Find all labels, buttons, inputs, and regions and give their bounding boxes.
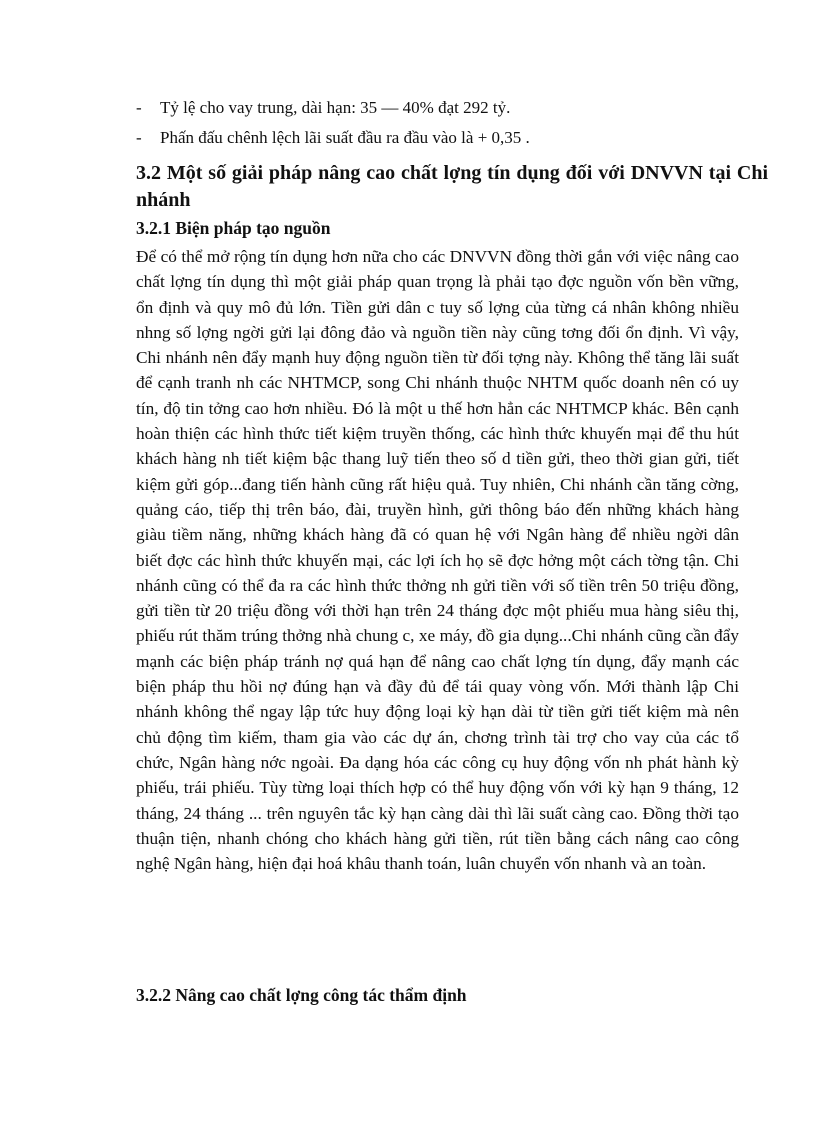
bullet-mark: - bbox=[136, 98, 142, 117]
bullet-mark: - bbox=[136, 128, 142, 147]
subsection-heading-3-2-1: 3.2.1 Biện pháp tạo nguồn bbox=[136, 218, 331, 238]
bullet-item bbox=[136, 97, 756, 127]
bullet-list bbox=[136, 97, 756, 157]
bullet-item bbox=[136, 127, 756, 157]
bullet-text: Phấn đấu chênh lệch lãi suất đầu ra đầu vào là + 0,35 . bbox=[160, 128, 530, 147]
body-paragraph: Để có thể mở rộng tín dụng hơn nữa cho các DNVVN đồng thời gắn với việc nâng cao chất lợng tín dụng thì một giải pháp quan trọng là phải tạo đợc nguồn vốn bền vững, ổn định và quy mô đủ lớn. Tiền gửi dân c tuy số lợng của từng cá nhân không nhiều nhng số lợng ngời gửi lại đông đảo và nguồn tiền này cũng tơng đối ổn định. Vì vậy, Chi nhánh nên đẩy mạnh huy động nguồn tiền từ đối tợng này. Không thể tăng lãi suất để cạnh tranh nh các NHTMCP, song Chi nhánh thuộc NHTM quốc doanh nên có uy tín, độ tin tởng cao hơn nhiều. Đó là một u thế hơn hẳn các NHTMCP khác. Bên cạnh hoàn thiện các hình thức tiết kiệm truyền thống, các hình thức khuyến mại để thu hút khách hàng nh tiết kiệm bậc thang luỹ tiến theo số d tiền gửi, theo thời gian gửi, tiết kiệm gửi góp...đang tiến hành cũng rất hiệu quả. Tuy nhiên, Chi nhánh cần tăng cờng, quảng cáo, tiếp thị trên báo, đài, truyền hình, gửi thông báo đến những khách hàng giàu tiềm năng, những khách hàng đã có quan hệ với Ngân hàng để nhiều ngời dân biết đợc các hình thức khuyến mại, các lợi ích họ sẽ đợc hởng một cách tờng tận. Chi nhánh cũng có thể đa ra các hình thức thởng nh gửi tiền với số tiền trên 50 triệu đồng, gửi tiền từ 20 triệu đồng với thời hạn trên 24 tháng đợc một phiếu mua hàng siêu thị, phiếu rút thăm trúng thởng nhà chung c, xe máy, đồ gia dụng...Chi nhánh cũng cần đẩy mạnh các biện pháp tránh nợ quá hạn để nâng cao chất lợng tín dụng, đẩy mạnh các biện pháp thu hồi nợ đúng hạn và đầy đủ để tái quay vòng vốn. Mới thành lập Chi nhánh không thể ngay lập tức huy động loại kỳ hạn dài từ tiền gửi tiết kiệm mà nên chủ động tìm kiếm, tham gia vào các dự án, chơng trình tài trợ cho vay của các tổ chức, Ngân hàng nớc ngoài. Đa dạng hóa các công cụ huy động vốn nh phát hành kỳ phiếu, trái phiếu. Tùy từng loại thích hợp có thể huy động vốn với kỳ hạn 9 tháng, 12 tháng, 24 tháng ... trên nguyên tắc kỳ hạn càng dài thì lãi suất càng cao. Đồng thời tạo thuận tiện, nhanh chóng cho khách hàng gửi tiền, rút tiền bằng cách nâng cao công nghệ Ngân hàng, hiện đại hoá khâu thanh toán, luân chuyển vốn nhanh và an toàn. bbox=[136, 247, 739, 874]
subsection-heading-3-2-2: 3.2.2 Nâng cao chất lợng công tác thẩm định bbox=[136, 985, 467, 1005]
bullet-text: Tỷ lệ cho vay trung, dài hạn: 35 — 40% đạt 292 tỷ. bbox=[160, 98, 511, 117]
section-heading: 3.2 Một số giải pháp nâng cao chất lợng tín dụng đối với DNVVN tại Chi nhánh bbox=[136, 162, 768, 211]
